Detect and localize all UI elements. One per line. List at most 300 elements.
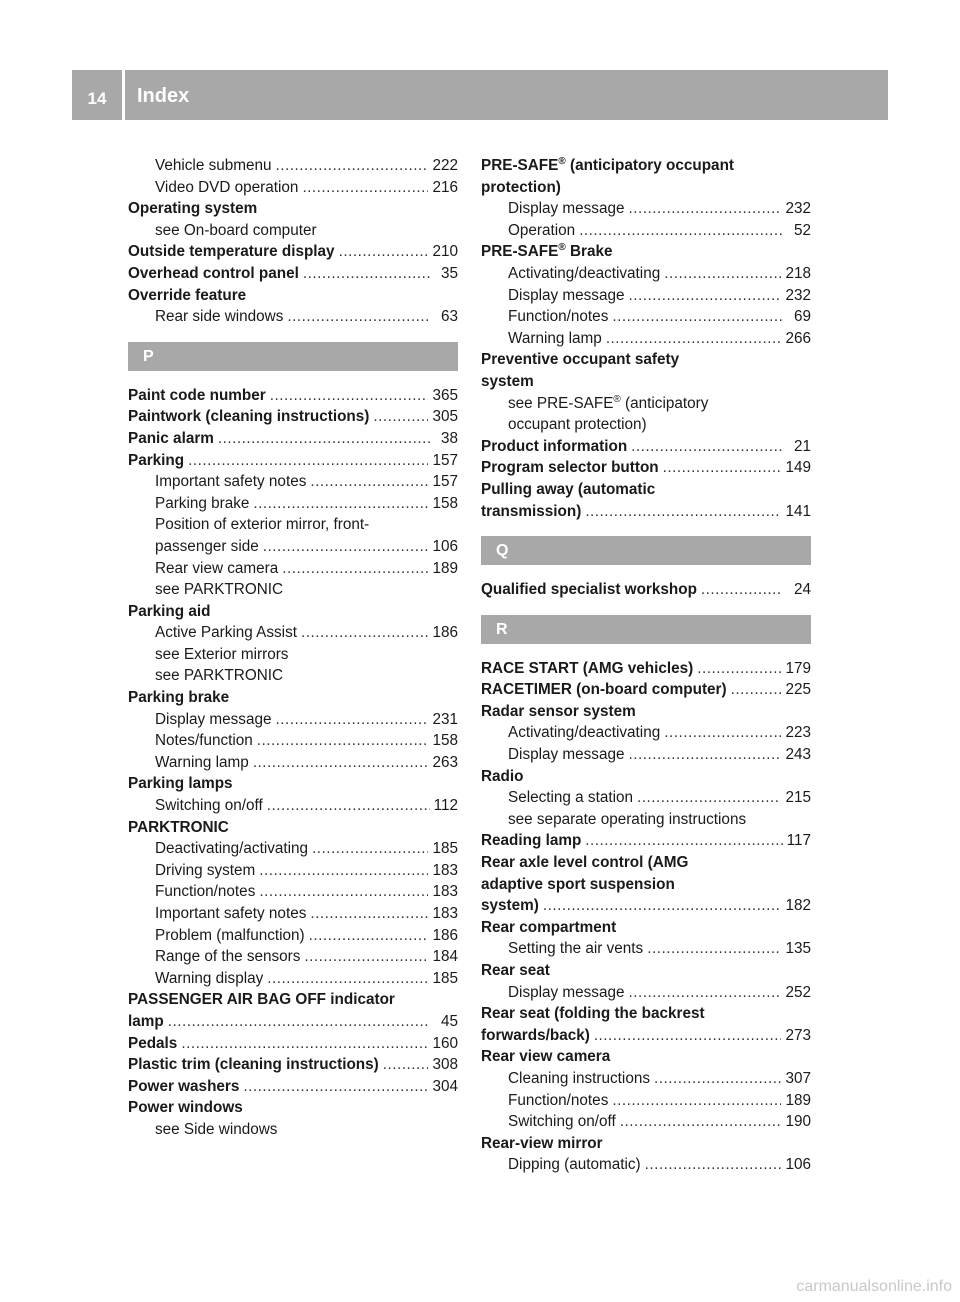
entry-label: PARKTRONIC	[128, 818, 229, 836]
page-ref: 106	[785, 1156, 811, 1174]
page-ref: 189	[432, 559, 458, 577]
entry-label: Rear view camera	[155, 559, 279, 577]
entry-text	[155, 881, 255, 903]
index-column-left	[128, 155, 458, 1141]
index-subentry	[481, 938, 811, 960]
index-subentry	[128, 1119, 458, 1141]
entry-label: PASSENGER AIR BAG OFF indicator	[128, 991, 395, 1009]
dot-leader	[218, 428, 430, 450]
entry-text	[508, 220, 575, 242]
entry-label: Notes/function	[155, 732, 253, 750]
index-entry	[481, 1003, 811, 1025]
index-subentry	[481, 198, 811, 220]
dot-leader	[168, 1011, 430, 1033]
entry-text	[155, 622, 297, 644]
page-ref: 189	[785, 1091, 811, 1109]
entry-text	[508, 787, 633, 809]
index-entry	[128, 1011, 458, 1033]
index-entry	[128, 198, 458, 220]
page-ref: 117	[786, 832, 811, 850]
index-subentry	[481, 809, 811, 831]
page-ref: 158	[432, 494, 458, 512]
entry-text	[128, 263, 299, 285]
entry-label: Rear side windows	[155, 308, 284, 326]
entry-label: Warning lamp	[508, 329, 602, 347]
entry-label: Position of exterior mirror, front-	[155, 516, 370, 534]
entry-label: adaptive sport suspension	[481, 875, 675, 893]
dot-leader	[579, 220, 783, 242]
entry-text	[155, 795, 263, 817]
entry-label: Display message	[155, 710, 272, 728]
index-entry	[128, 406, 458, 428]
entry-text	[155, 903, 306, 925]
entry-label: Active Parking Assist	[155, 624, 297, 642]
entry-label: Paintwork (cleaning instructions)	[128, 408, 370, 426]
page-ref: 183	[432, 905, 458, 922]
entry-text	[481, 457, 659, 479]
index-subentry	[481, 1154, 811, 1176]
entry-label: Important safety notes	[155, 905, 307, 922]
dot-leader	[697, 658, 781, 680]
index-entry	[481, 701, 811, 723]
page-ref: 185	[432, 969, 458, 987]
dot-leader	[310, 471, 428, 493]
index-subentry	[128, 925, 458, 947]
page-ref: 106	[432, 537, 458, 555]
entry-label: Parking brake	[128, 689, 230, 707]
entry-text	[128, 385, 266, 407]
index-entry	[481, 349, 811, 371]
entry-text	[155, 946, 300, 968]
page-ref: 160	[432, 1034, 458, 1052]
entry-text	[128, 1011, 164, 1033]
index-subentry	[481, 982, 811, 1004]
page-ref: 186	[432, 926, 458, 944]
entry-label: system	[481, 372, 534, 390]
entry-text	[155, 1119, 277, 1141]
entry-label: see PARKTRONIC	[155, 581, 284, 599]
entry-text	[128, 241, 335, 263]
index-entry	[481, 766, 811, 788]
dot-leader	[373, 406, 428, 428]
entry-text	[508, 328, 602, 350]
entry-text	[508, 809, 746, 831]
index-entry	[128, 285, 458, 307]
index-entry	[128, 1033, 458, 1055]
entry-label: Display message	[508, 286, 625, 304]
dot-leader	[301, 622, 428, 644]
index-subentry	[481, 1090, 811, 1112]
index-entry	[481, 501, 811, 523]
index-entry	[481, 852, 811, 874]
page-ref: 21	[793, 437, 811, 455]
entry-text	[481, 501, 581, 523]
entry-label: Switching on/off	[155, 797, 263, 815]
entry-text	[481, 874, 675, 896]
page-ref: 231	[432, 710, 458, 728]
entry-label: see Exterior mirrors	[155, 645, 289, 663]
dot-leader	[645, 1154, 782, 1176]
dot-leader	[287, 306, 430, 328]
entry-label: Rear seat (folding the backrest	[481, 1005, 705, 1023]
entry-text	[481, 960, 550, 982]
index-entry	[128, 1097, 458, 1119]
page-ref: 112	[433, 797, 458, 815]
page-number: 14	[87, 89, 107, 108]
entry-label: Selecting a station	[508, 789, 634, 807]
entry-label: Vehicle submenu	[155, 157, 272, 174]
index-subentry	[481, 744, 811, 766]
section-header-p: P	[128, 342, 458, 371]
index-entry	[481, 457, 811, 479]
entry-label: transmission)	[481, 502, 582, 520]
entry-label: Program selector button	[481, 459, 659, 477]
page-ref: 35	[440, 264, 458, 282]
entry-text	[481, 830, 581, 852]
entry-label: Setting the air vents	[508, 940, 644, 958]
entry-label-tail: (anticipatory occupant	[565, 157, 735, 174]
entry-label: lamp	[128, 1012, 164, 1030]
entry-label: Pulling away (automatic	[481, 480, 656, 498]
page-ref: 232	[785, 286, 811, 304]
entry-label: Outside temperature display	[128, 243, 335, 261]
entry-label: Display message	[508, 983, 625, 1001]
entry-label: Range of the sensors	[155, 948, 301, 966]
index-entry	[481, 960, 811, 982]
entry-label: Reading lamp	[481, 832, 582, 850]
index-subentry	[128, 903, 458, 925]
page-ref: 305	[432, 408, 458, 426]
entry-text	[481, 241, 613, 263]
entry-text	[481, 701, 636, 723]
entry-label: Function/notes	[155, 883, 256, 901]
page-ref: 307	[785, 1069, 811, 1087]
dot-leader	[731, 679, 782, 701]
index-subentry	[128, 946, 458, 968]
page-ref: 38	[440, 429, 458, 447]
entry-label: Problem (malfunction)	[155, 926, 305, 944]
page-ref: 225	[785, 681, 811, 699]
dot-leader	[654, 1068, 781, 1090]
page-ref: 52	[793, 221, 811, 239]
dot-leader	[275, 709, 428, 731]
page-ref: 184	[432, 948, 458, 966]
index-entry	[128, 989, 458, 1011]
entry-text	[508, 938, 643, 960]
entry-text	[155, 177, 298, 199]
page-ref: 215	[785, 789, 811, 807]
index-entry	[128, 450, 458, 472]
index-subentry	[128, 558, 458, 580]
entry-label: Warning display	[155, 969, 264, 987]
page-ref: 304	[432, 1077, 458, 1095]
entry-text	[508, 393, 708, 415]
entry-text	[128, 198, 257, 220]
entry-label: RACETIMER (on-board computer)	[481, 681, 727, 699]
index-subentry	[128, 709, 458, 731]
dot-leader	[310, 903, 428, 925]
page-ref: 63	[440, 308, 458, 326]
dot-leader	[585, 501, 781, 523]
entry-label: Rear seat	[481, 962, 550, 979]
index-subentry	[481, 1111, 811, 1133]
index-entry	[481, 1133, 811, 1155]
entry-text	[155, 730, 253, 752]
entry-text	[128, 1097, 243, 1119]
dot-leader	[267, 795, 430, 817]
entry-text	[155, 536, 259, 558]
entry-label: Panic alarm	[128, 429, 214, 447]
page-ref: 149	[785, 459, 811, 477]
entry-text	[155, 558, 278, 580]
dot-leader	[594, 1025, 782, 1047]
entry-label: protection)	[481, 178, 561, 196]
page-ref: 179	[785, 659, 811, 677]
dot-leader	[188, 450, 428, 472]
index-entry	[128, 601, 458, 623]
entry-text	[481, 1025, 590, 1047]
entry-label: Qualified specialist workshop	[481, 581, 697, 599]
entry-text	[481, 155, 734, 177]
dot-leader	[270, 385, 429, 407]
dot-leader	[259, 860, 428, 882]
dot-leader	[628, 198, 781, 220]
dot-leader	[383, 1054, 429, 1076]
index-subentry	[128, 730, 458, 752]
index-subentry	[128, 860, 458, 882]
watermark: carmanualsonline.info	[796, 1278, 952, 1295]
entry-text	[128, 450, 184, 472]
entry-text	[481, 479, 655, 501]
index-subentry	[481, 414, 811, 436]
index-subentry	[128, 177, 458, 199]
page-ref: 223	[785, 724, 811, 742]
entry-label: Driving system	[155, 861, 256, 879]
entry-text	[128, 817, 229, 839]
dot-leader	[267, 968, 428, 990]
entry-text	[481, 436, 627, 458]
index-subentry	[481, 722, 811, 744]
entry-label: see On-board computer	[155, 221, 317, 239]
entry-label: see PARKTRONIC	[155, 667, 284, 685]
entry-text	[481, 371, 534, 393]
registered-mark: ®	[558, 242, 566, 254]
entry-label: Switching on/off	[508, 1113, 616, 1131]
section-header-q: Q	[481, 536, 811, 565]
entry-text	[155, 493, 249, 515]
dot-leader	[339, 241, 429, 263]
entry-label: Pedals	[128, 1034, 178, 1052]
entry-label: Override feature	[128, 286, 247, 304]
entry-text	[155, 471, 306, 493]
entry-text	[128, 1076, 239, 1098]
dot-leader	[620, 1111, 782, 1133]
entry-text	[155, 709, 271, 731]
entry-text	[508, 1154, 641, 1176]
dot-leader	[664, 722, 781, 744]
dot-leader	[701, 579, 783, 601]
index-entry	[481, 241, 811, 263]
page-ref: 365	[432, 386, 458, 404]
dot-leader	[628, 285, 781, 307]
page-ref: 24	[793, 581, 811, 599]
header-title: Index	[137, 84, 190, 107]
dot-leader	[259, 881, 428, 903]
index-subentry	[128, 644, 458, 666]
entry-text	[155, 644, 288, 666]
index-entry	[481, 917, 811, 939]
page-ref: 157	[432, 451, 458, 469]
entry-text	[481, 1133, 603, 1155]
dot-leader	[647, 938, 781, 960]
index-subentry	[128, 536, 458, 558]
index-subentry	[481, 787, 811, 809]
entry-text	[481, 177, 561, 199]
page-ref: 141	[785, 502, 811, 520]
index-subentry	[128, 220, 458, 242]
index-entry	[481, 895, 811, 917]
index-entry	[481, 874, 811, 896]
page-ref: 216	[432, 178, 458, 196]
entry-label: Warning lamp	[155, 753, 249, 771]
entry-label: Rear axle level control (AMG	[481, 854, 689, 872]
entry-text	[128, 601, 210, 623]
page-ref: 45	[440, 1012, 458, 1030]
registered-mark: ®	[613, 393, 621, 405]
dot-leader	[276, 155, 429, 177]
entry-text	[155, 220, 317, 242]
dot-leader	[253, 752, 429, 774]
page-header	[72, 70, 888, 120]
entry-label: see separate operating instructions	[508, 810, 747, 828]
entry-label: forwards/back)	[481, 1026, 590, 1044]
index-subentry	[128, 665, 458, 687]
index-entry	[481, 658, 811, 680]
section-header-r: R	[481, 615, 811, 644]
entry-label: Parking brake	[155, 494, 250, 512]
entry-text	[508, 1111, 616, 1133]
index-column-right	[481, 155, 811, 1176]
entry-text	[128, 989, 395, 1011]
page-ref: 190	[785, 1113, 811, 1131]
page-ref: 135	[785, 940, 811, 958]
index-subentry	[128, 155, 458, 177]
dot-leader	[628, 744, 781, 766]
entry-label: Operation	[508, 221, 576, 239]
entry-label: Rear view camera	[481, 1048, 611, 1066]
dot-leader	[663, 457, 782, 479]
entry-label: see PRE-SAFE	[508, 394, 614, 412]
index-entry	[481, 579, 811, 601]
index-subentry	[481, 263, 811, 285]
index-subentry	[481, 1068, 811, 1090]
entry-label: Radar sensor system	[481, 702, 636, 720]
entry-label: RACE START (AMG vehicles)	[481, 659, 694, 677]
dot-leader	[312, 838, 428, 860]
page-ref: 232	[785, 200, 811, 218]
entry-text	[508, 306, 608, 328]
entry-text	[508, 722, 660, 744]
entry-label: Paint code number	[128, 386, 266, 404]
entry-label: Radio	[481, 767, 524, 785]
entry-text	[155, 752, 249, 774]
page-ref: 263	[432, 753, 458, 771]
entry-text	[155, 155, 272, 177]
page-ref: 210	[432, 243, 458, 261]
dot-leader	[631, 436, 783, 458]
dot-leader	[612, 1090, 781, 1112]
dot-leader	[181, 1033, 428, 1055]
index-entry	[128, 263, 458, 285]
index-subentry	[481, 393, 811, 415]
entry-label: Dipping (automatic)	[508, 1156, 641, 1174]
index-entry	[481, 371, 811, 393]
index-entry	[481, 155, 811, 177]
entry-text	[128, 406, 369, 428]
entry-label: PRE-SAFE	[481, 243, 559, 261]
dot-leader	[257, 730, 429, 752]
entry-text	[481, 895, 539, 917]
entry-label-tail: (anticipatory	[620, 394, 709, 412]
index-entry	[481, 479, 811, 501]
entry-text	[155, 665, 283, 687]
index-subentry	[128, 795, 458, 817]
entry-text	[508, 198, 624, 220]
entry-text	[155, 579, 283, 601]
index-subentry	[128, 579, 458, 601]
entry-text	[508, 414, 647, 436]
index-entry	[128, 773, 458, 795]
page-ref: 185	[432, 840, 458, 858]
registered-mark: ®	[558, 155, 566, 167]
entry-text	[481, 917, 616, 939]
page-ref: 69	[793, 308, 811, 326]
entry-label: Parking	[128, 451, 185, 469]
entry-text	[128, 773, 233, 795]
entry-label-tail: Brake	[565, 243, 613, 261]
entry-label: Operating system	[128, 200, 258, 218]
dot-leader	[628, 982, 781, 1004]
index-entry	[481, 436, 811, 458]
entry-label: PRE-SAFE	[481, 157, 559, 174]
index-subentry	[481, 328, 811, 350]
entry-text	[155, 306, 283, 328]
entry-label: Power washers	[128, 1077, 240, 1095]
dot-leader	[303, 263, 430, 285]
entry-label: Plastic trim (cleaning instructions)	[128, 1056, 379, 1074]
entry-label: Deactivating/activating	[155, 840, 309, 858]
entry-text	[128, 687, 229, 709]
page-ref: 218	[785, 264, 811, 282]
entry-text	[155, 838, 308, 860]
dot-leader	[664, 263, 781, 285]
entry-label: Rear-view mirror	[481, 1134, 603, 1152]
entry-text	[508, 982, 624, 1004]
page-ref: 252	[785, 983, 811, 1001]
entry-label: system)	[481, 897, 539, 915]
entry-text	[155, 968, 263, 990]
entry-label: Display message	[508, 200, 625, 218]
index-entry	[481, 1025, 811, 1047]
entry-text	[128, 428, 214, 450]
entry-label: Parking aid	[128, 602, 211, 620]
entry-text	[155, 925, 305, 947]
index-subentry	[128, 838, 458, 860]
index-entry	[128, 687, 458, 709]
entry-text	[508, 1068, 650, 1090]
index-entry	[128, 1054, 458, 1076]
entry-text	[508, 285, 624, 307]
